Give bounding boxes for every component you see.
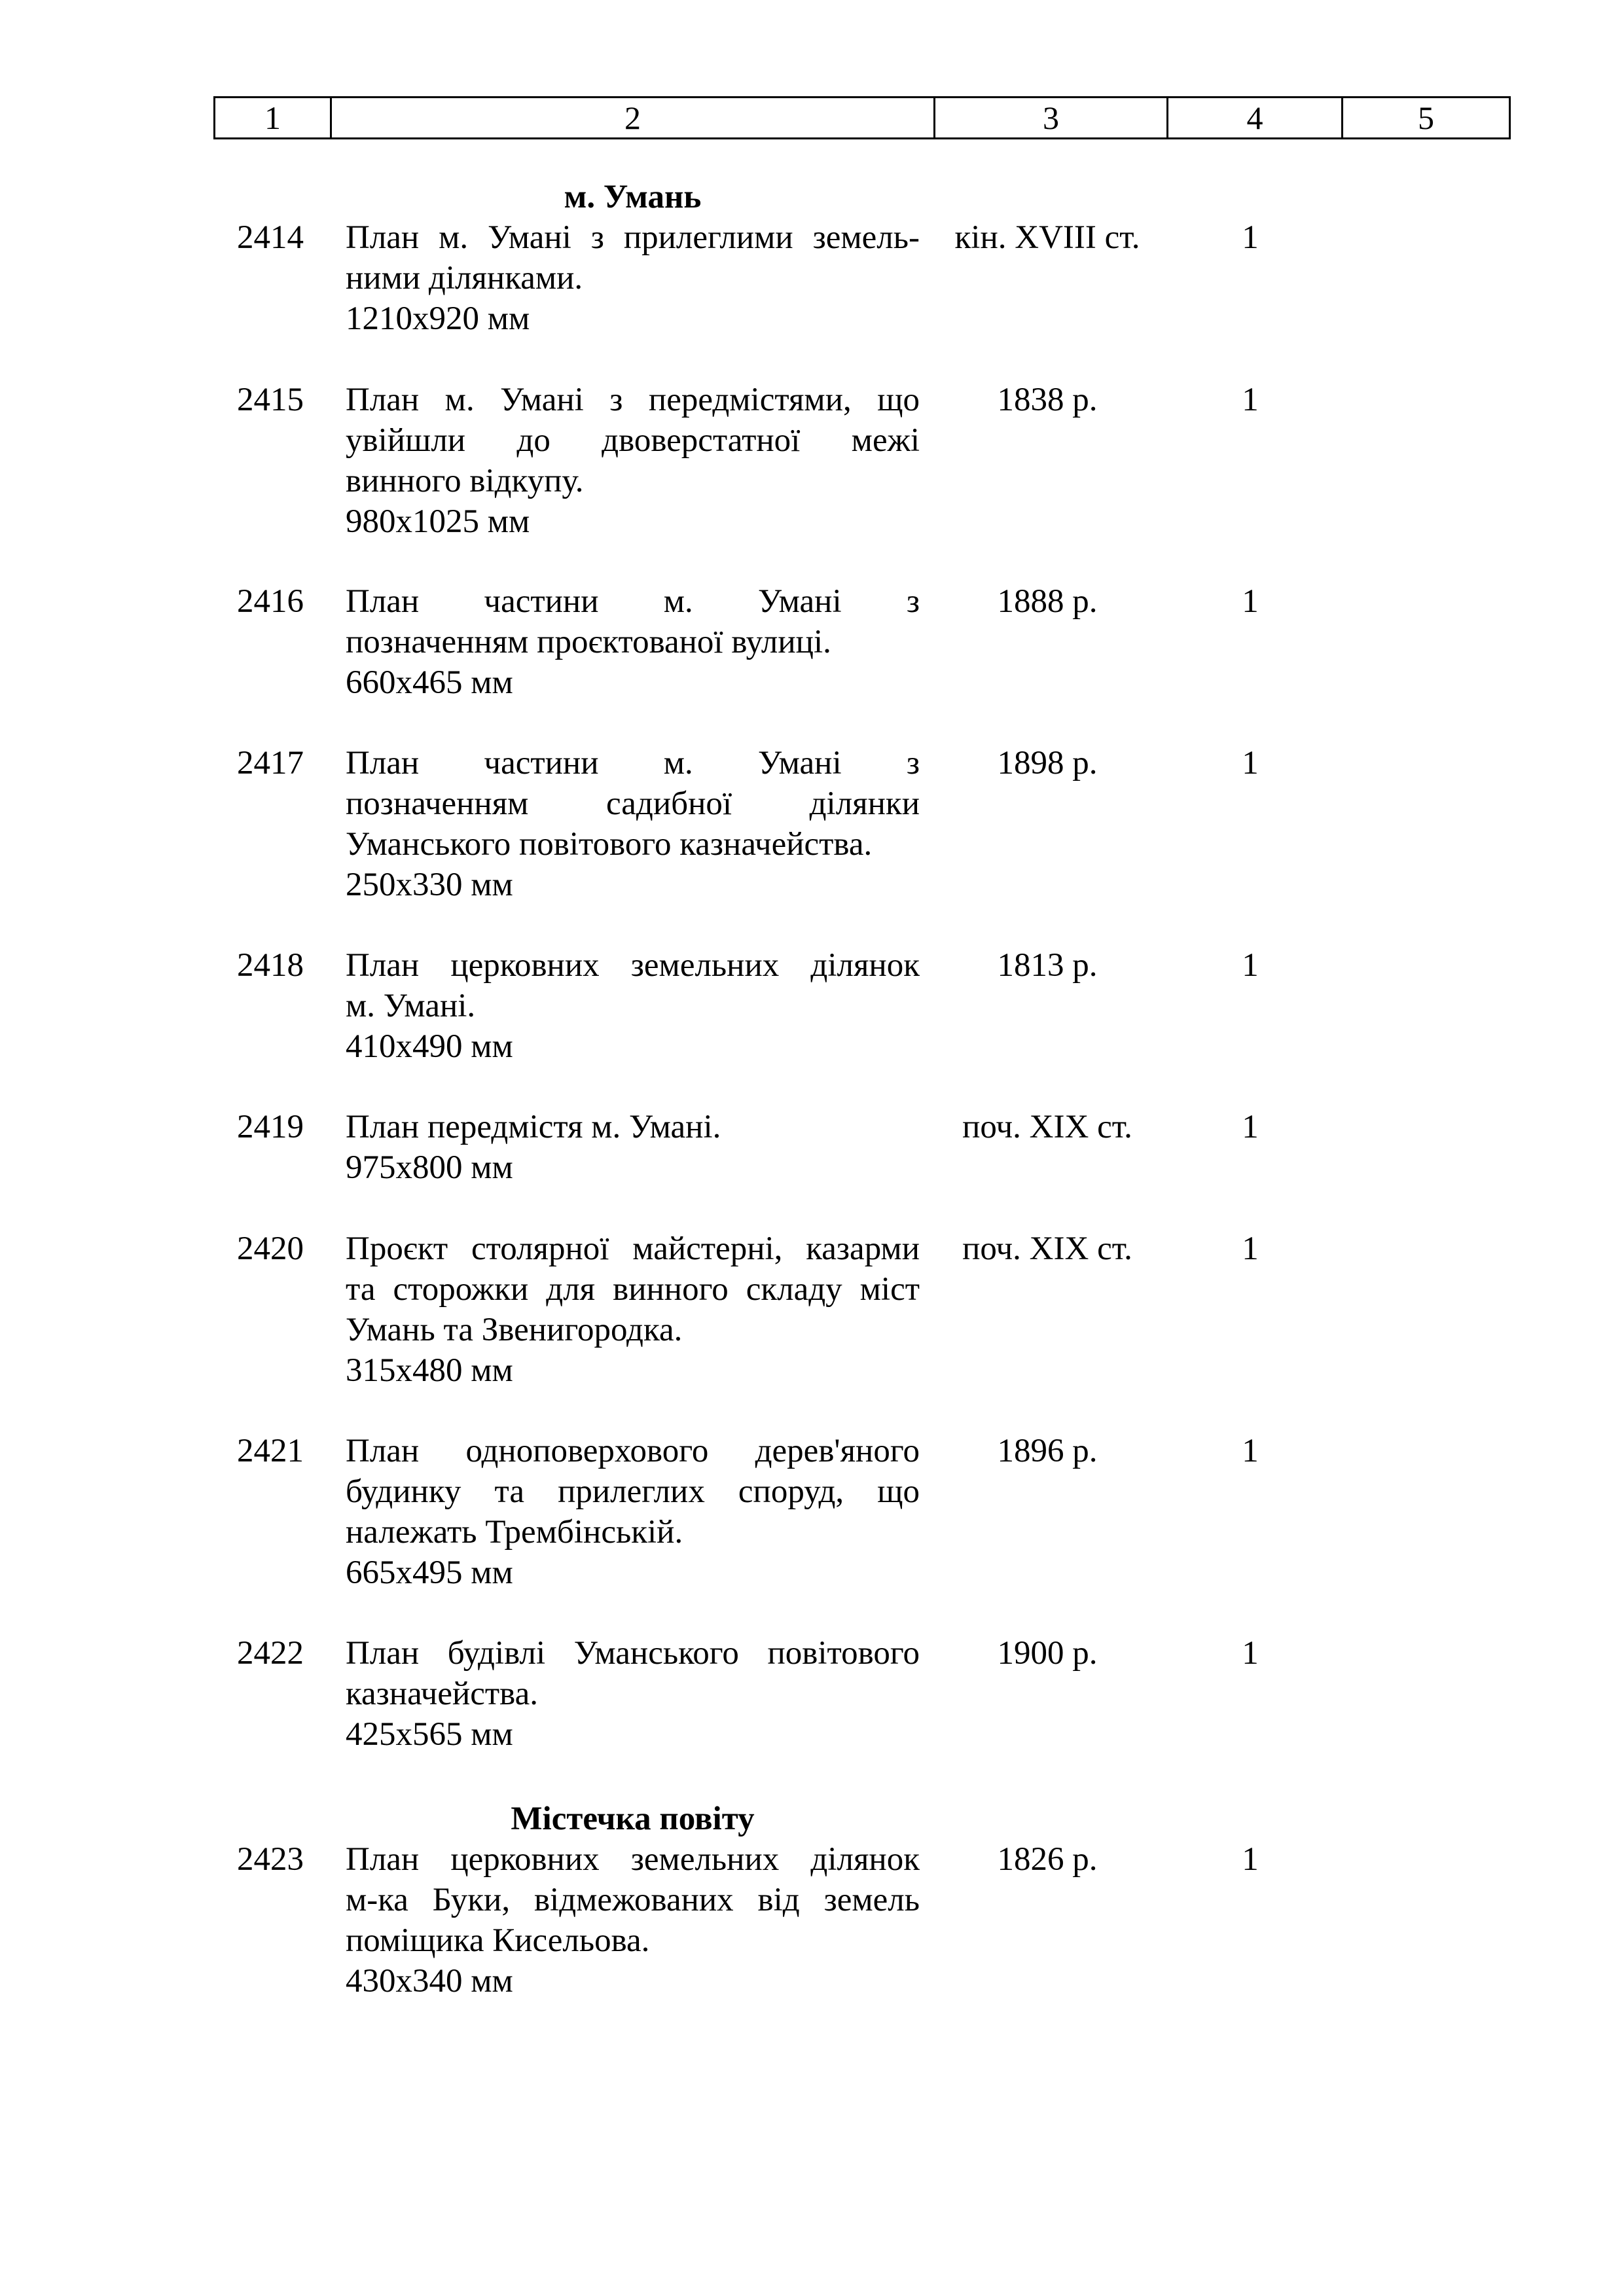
description-line: м. Умані. xyxy=(346,988,476,1024)
entry-count: 1 xyxy=(1242,745,1259,781)
description-line: позначенням садибної ділянки xyxy=(346,785,920,822)
entry-description xyxy=(346,380,920,542)
entry-number: 2416 xyxy=(237,583,304,620)
entry-dimensions: 250х330 мм xyxy=(346,867,513,903)
column-header-2: 2 xyxy=(330,98,933,137)
column-header-5: 5 xyxy=(1341,98,1509,137)
description-line: Умань та Звенигородка. xyxy=(346,1312,683,1348)
description-line: ними ділянками. xyxy=(346,260,583,296)
column-header-row xyxy=(213,96,1511,139)
entry-date: 1826 р. xyxy=(997,1841,1098,1878)
entry-date: 1900 р. xyxy=(997,1635,1098,1672)
entry-count: 1 xyxy=(1242,1635,1259,1672)
entry-dimensions: 430х340 мм xyxy=(346,1963,513,2000)
entry-description xyxy=(346,743,920,905)
description-line: будинку та прилеглих споруд, що xyxy=(346,1473,920,1510)
entry-date: 1813 р. xyxy=(997,947,1098,984)
entry-date: 1898 р. xyxy=(997,745,1098,781)
section-title-district-towns: Містечка повіту xyxy=(511,1801,755,1837)
description-line: План частини м. Умані з xyxy=(346,745,920,781)
entry-count: 1 xyxy=(1242,947,1259,984)
description-line: увійшли до двоверстатної межі xyxy=(346,422,920,459)
entry-dimensions: 410х490 мм xyxy=(346,1028,513,1065)
entry-count: 1 xyxy=(1242,219,1259,256)
column-header-1: 1 xyxy=(264,99,281,136)
description-line: План м. Умані з передмістями, що xyxy=(346,382,920,418)
entry-dimensions: 315х480 мм xyxy=(346,1352,513,1389)
entry-count: 1 xyxy=(1242,583,1259,620)
entry-date: поч. XIX ст. xyxy=(962,1109,1132,1145)
entry-dimensions: 665х495 мм xyxy=(346,1554,513,1591)
entry-dimensions: 425х565 мм xyxy=(346,1716,513,1753)
entry-number: 2420 xyxy=(237,1230,304,1267)
description-line: поміщика Кисельова. xyxy=(346,1922,650,1959)
entry-number: 2422 xyxy=(237,1635,304,1672)
description-line: План передмістя м. Умані. xyxy=(346,1109,721,1145)
description-line: належать Трембінській. xyxy=(346,1514,683,1551)
entry-dimensions: 980х1025 мм xyxy=(346,503,530,540)
description-line: План одноповерхового дерев'яного xyxy=(346,1433,920,1469)
description-line: м-ка Буки, відмежованих від земель xyxy=(346,1882,920,1918)
description-line: План м. Умані з прилеглими земель- xyxy=(346,219,920,256)
entry-number: 2414 xyxy=(237,219,304,256)
entry-number: 2417 xyxy=(237,745,304,781)
description-line: Уманського повітового казначейства. xyxy=(346,826,873,863)
entry-count: 1 xyxy=(1242,1433,1259,1469)
description-line: та сторожки для винного складу міст xyxy=(346,1271,920,1308)
entry-dimensions: 660х465 мм xyxy=(346,664,513,701)
entry-description xyxy=(346,1229,920,1391)
entry-date: 1888 р. xyxy=(997,583,1098,620)
entry-description xyxy=(346,1107,920,1188)
entry-description xyxy=(346,945,920,1067)
entry-count: 1 xyxy=(1242,1230,1259,1267)
entry-number: 2415 xyxy=(237,382,304,418)
entry-description xyxy=(346,1839,920,2001)
description-line: казначейства. xyxy=(346,1676,538,1712)
entry-date: кін. XVIII ст. xyxy=(954,219,1140,256)
entry-description xyxy=(346,581,920,703)
description-line: План частини м. Умані з xyxy=(346,583,920,620)
entry-number: 2421 xyxy=(237,1433,304,1469)
entry-number: 2423 xyxy=(237,1841,304,1878)
entry-number: 2418 xyxy=(237,947,304,984)
description-line: винного відкупу. xyxy=(346,463,584,499)
entry-count: 1 xyxy=(1242,1841,1259,1878)
entry-date: 1896 р. xyxy=(997,1433,1098,1469)
description-line: План церковних земельних ділянок xyxy=(346,947,920,984)
entry-number: 2419 xyxy=(237,1109,304,1145)
column-header-4: 4 xyxy=(1166,98,1341,137)
entry-count: 1 xyxy=(1242,1109,1259,1145)
entry-count: 1 xyxy=(1242,382,1259,418)
entry-description xyxy=(346,1633,920,1755)
entry-description xyxy=(346,217,920,339)
entry-dimensions: 1210х920 мм xyxy=(346,300,530,337)
entry-date: поч. XIX ст. xyxy=(962,1230,1132,1267)
entry-date: 1838 р. xyxy=(997,382,1098,418)
section-title-uman: м. Умань xyxy=(564,179,702,215)
description-line: Проєкт столярної майстерні, казарми xyxy=(346,1230,920,1267)
entry-description xyxy=(346,1431,920,1593)
column-header-3: 3 xyxy=(933,98,1166,137)
description-line: позначенням проєктованої вулиці. xyxy=(346,624,831,660)
description-line: План церковних земельних ділянок xyxy=(346,1841,920,1878)
description-line: План будівлі Уманського повітового xyxy=(346,1635,920,1672)
entry-dimensions: 975х800 мм xyxy=(346,1149,513,1186)
